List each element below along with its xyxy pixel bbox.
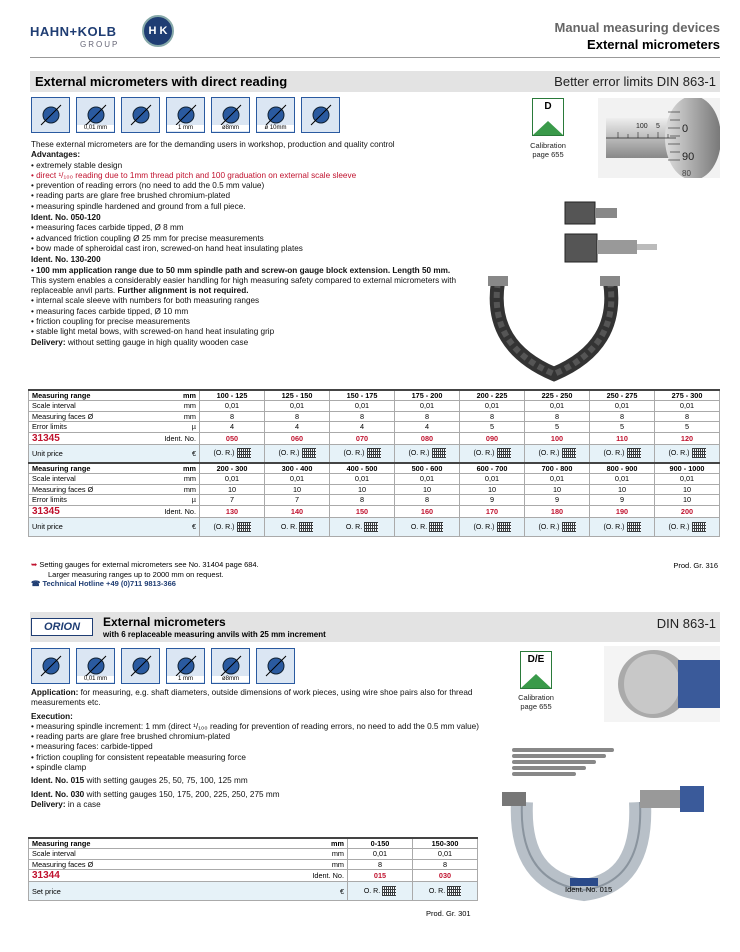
ident2-item: • stable light metal bows, with screwed-on hand heat insulating grip	[31, 327, 275, 337]
price-cell[interactable]: (O. R.)	[525, 444, 590, 463]
calibration-triangle-icon	[521, 674, 551, 688]
measuring-faces-row	[29, 484, 720, 495]
measuring-range-cell: 200 - 300	[200, 463, 265, 474]
measuring-object-icon-glyph	[38, 655, 64, 677]
price-code-icon	[447, 886, 461, 896]
scale-interval-cell: 0,01	[200, 474, 265, 485]
measuring-faces-cell: 8	[265, 411, 330, 422]
calibration-letter: D	[544, 101, 552, 112]
measuring-faces-cell: 10	[395, 484, 460, 495]
measuring-faces-label: Measuring faces Ø	[29, 484, 138, 495]
ident-no-label: 31345	[29, 505, 138, 517]
measuring-faces-cell: 10	[265, 484, 330, 495]
ident2-heading: Ident. No. 130-200	[31, 255, 101, 265]
spindle-8mm-icon	[211, 648, 250, 684]
reading-scale-icon	[76, 97, 115, 133]
measuring-faces-cell: 8	[348, 859, 413, 870]
scale-interval-cell: 0,01	[460, 474, 525, 485]
ident-no-cell: 190	[590, 505, 655, 517]
error-limits-cell: 5	[460, 422, 525, 433]
price-code-icon	[692, 522, 706, 532]
icon-caption: ø8mm	[212, 125, 249, 131]
scale-interval-cell: 0,01	[590, 474, 655, 485]
calibration-badge-d	[532, 98, 564, 136]
delivery-line: Delivery: in a case	[31, 799, 101, 809]
measuring-faces-cell: 10	[525, 484, 590, 495]
price-code-icon	[562, 448, 576, 458]
ident-no-cell: 130	[200, 505, 265, 517]
measuring-faces-unit: mm	[233, 859, 348, 870]
section1-spec-table	[28, 389, 720, 537]
ident-no-cell: 200	[655, 505, 720, 517]
section2-description	[31, 688, 479, 810]
measuring-range-unit: mm	[138, 390, 200, 401]
measuring-faces-cell: 8	[655, 411, 720, 422]
price-cell[interactable]: (O. R.)	[525, 517, 590, 536]
ident-no-cell: 030	[413, 870, 478, 882]
reading-scale-icon-glyph	[83, 104, 109, 126]
scale-closeup-image	[598, 98, 720, 178]
measuring-range-label: Measuring range	[29, 390, 138, 401]
price-cell[interactable]: O. R.	[330, 517, 395, 536]
icon-caption: 0,01 mm	[77, 125, 114, 131]
measuring-range-cell: 175 - 200	[395, 390, 460, 401]
price-code-icon	[562, 522, 576, 532]
scale-interval-unit: mm	[138, 474, 200, 485]
price-label: Set price	[29, 882, 233, 901]
advantages-heading: Advantages:	[31, 150, 81, 160]
ident1-item: • measuring faces carbide tipped, Ø 8 mm	[31, 223, 184, 233]
scale-readout-c: 0	[682, 123, 689, 135]
measuring-range-cell: 275 - 300	[655, 390, 720, 401]
thread-pitch-icon	[166, 97, 205, 133]
anvil-icon	[121, 648, 160, 684]
measuring-range-label: Measuring range	[29, 838, 233, 849]
measuring-range-cell: 400 - 500	[330, 463, 395, 474]
price-cell[interactable]: O. R.	[265, 517, 330, 536]
section2-prod-group: Prod. Gr. 301	[426, 909, 471, 918]
anvil-icon	[121, 97, 160, 133]
measuring-faces-label: Measuring faces Ø	[29, 859, 233, 870]
price-row	[29, 517, 720, 536]
execution-item: • friction coupling for consistent repeatable measuring force	[31, 752, 246, 762]
measuring-range-cell: 150 - 175	[330, 390, 395, 401]
friction-coupling-icon-glyph	[263, 655, 289, 677]
ident-no-cell: 170	[460, 505, 525, 517]
ident-no-cell: 120	[655, 432, 720, 444]
measuring-range-cell: 500 - 600	[395, 463, 460, 474]
price-code-icon	[299, 522, 313, 532]
scale-interval-cell: 0,01	[395, 474, 460, 485]
delivery-line: Delivery: without setting gauge in high quality wooden case	[31, 337, 249, 347]
measuring-range-cell: 225 - 250	[525, 390, 590, 401]
header-category: Manual measuring devices	[554, 20, 720, 35]
ident-no-unit: Ident. No.	[138, 505, 200, 517]
ident2-item: • friction coupling for precise measurements	[31, 317, 190, 327]
ident-no-cell: 110	[590, 432, 655, 444]
scale-interval-cell: 0,01	[330, 401, 395, 412]
error-limits-label: Error limits	[29, 495, 138, 506]
price-unit: €	[233, 882, 348, 901]
scale-interval-row	[29, 474, 720, 485]
orion-brand-logo: ORION	[31, 618, 93, 636]
scale-readout-e: 80	[682, 169, 691, 178]
section1-title-bar	[30, 71, 720, 92]
measuring-faces-row	[29, 411, 720, 422]
section2-norm: DIN 863-1	[656, 616, 716, 631]
measuring-faces-cell: 8	[525, 411, 590, 422]
measuring-faces-cell: 8	[395, 411, 460, 422]
anvil-icon-glyph	[128, 655, 154, 677]
scale-interval-label: Scale interval	[29, 849, 233, 860]
error-limits-cell: 10	[655, 495, 720, 506]
measuring-faces-cell: 10	[330, 484, 395, 495]
measuring-faces-cell: 10	[200, 484, 265, 495]
orion-micrometer-image	[494, 742, 714, 902]
execution-item: • measuring spindle increment: 1 mm (direct ¹/₁₀₀ reading for prevention of reading errors, no need to add the 0.5 mm value)	[31, 721, 479, 731]
price-code-icon	[429, 522, 443, 532]
spindle-8mm-icon	[211, 97, 250, 133]
ident1-item: • advanced friction coupling Ø 25 mm for precise measurements	[31, 233, 264, 243]
measuring-range-row	[29, 838, 478, 849]
friction-coupling-icon-glyph	[308, 104, 334, 126]
price-cell[interactable]: (O. R.)	[395, 444, 460, 463]
price-cell[interactable]: (O. R.)	[590, 517, 655, 536]
ident-no-label: 31345	[29, 432, 138, 444]
price-cell[interactable]: (O. R.)	[330, 444, 395, 463]
spindle-extension-image	[555, 196, 665, 266]
error-limits-cell: 7	[200, 495, 265, 506]
section2-spec-table	[28, 837, 478, 901]
ident-no-row	[29, 870, 478, 882]
advantage-item: • prevention of reading errors (no need to add the 0.5 mm value)	[31, 181, 265, 191]
price-code-icon	[627, 448, 641, 458]
measuring-range-cell: 600 - 700	[460, 463, 525, 474]
calibration-caption	[520, 141, 576, 159]
application-text: Application: for measuring, e.g. shaft diameters, outside dimensions of work pieces, using wire shoe pairs also for thread measurements etc.	[31, 688, 473, 708]
spindle-10mm-icon	[256, 97, 295, 133]
price-cell[interactable]: (O. R.)	[590, 444, 655, 463]
price-label: Unit price	[29, 444, 138, 463]
price-cell[interactable]: O. R.	[413, 882, 478, 901]
scale-interval-cell: 0,01	[348, 849, 413, 860]
icon-caption: 1 mm	[167, 125, 204, 131]
scale-interval-cell: 0,01	[525, 474, 590, 485]
reading-scale-icon-glyph	[83, 655, 109, 677]
advantage-item: • measuring spindle hardened and ground from a full piece.	[31, 201, 246, 211]
error-limits-row	[29, 422, 720, 433]
measuring-range-cell: 150-300	[413, 838, 478, 849]
measuring-faces-cell: 8	[460, 411, 525, 422]
ident-no-cell: 180	[525, 505, 590, 517]
error-limits-unit: µ	[138, 422, 200, 433]
scale-interval-row	[29, 849, 478, 860]
header-subcategory: External micrometers	[587, 37, 720, 52]
price-cell[interactable]: (O. R.)	[655, 444, 720, 463]
orion-image-caption: Ident. No. 015	[565, 885, 613, 894]
brand-logo-text: HAHN+KOLB	[30, 24, 117, 39]
scale-interval-label: Scale interval	[29, 474, 138, 485]
measuring-range-cell: 125 - 150	[265, 390, 330, 401]
advantage-item: • reading parts are glare free brushed chromium-plated	[31, 191, 231, 201]
brand-badge-icon: H K	[142, 15, 174, 47]
price-label: Unit price	[29, 517, 138, 536]
ident-no-cell: 090	[460, 432, 525, 444]
ident-no-row	[29, 505, 720, 517]
ident2-item: • internal scale sleeve with numbers for both measuring ranges	[31, 296, 260, 306]
price-code-icon	[237, 448, 251, 458]
execution-item: • spindle clamp	[31, 763, 87, 773]
technical-hotline: ☎ Technical Hotline +49 (0)711 9813-366	[31, 579, 176, 588]
setting-gauges-note: ➥ Setting gauges for external micrometers see No. 31404 page 684.	[31, 560, 259, 569]
scale-interval-cell: 0,01	[265, 474, 330, 485]
measuring-faces-cell: 8	[330, 411, 395, 422]
ident-no-unit: Ident. No.	[233, 870, 348, 882]
error-limits-cell: 8	[395, 495, 460, 506]
ident-no-cell: 140	[265, 505, 330, 517]
error-limits-cell: 8	[330, 495, 395, 506]
icon-caption: 0,01 mm	[77, 676, 114, 682]
measuring-faces-label: Measuring faces Ø	[29, 411, 138, 422]
section2-icon-row	[31, 648, 295, 684]
anvil-icon-glyph	[128, 104, 154, 126]
price-code-icon	[382, 886, 396, 896]
execution-heading: Execution:	[31, 711, 73, 721]
friction-coupling-icon	[256, 648, 295, 684]
error-limits-cell: 9	[590, 495, 655, 506]
section1-notes	[31, 560, 259, 589]
thimble-closeup-image	[604, 646, 720, 722]
header-divider	[30, 57, 720, 58]
scale-interval-cell: 0,01	[460, 401, 525, 412]
scale-interval-cell: 0,01	[413, 849, 478, 860]
error-limits-cell: 9	[460, 495, 525, 506]
advantage-item: • extremely stable design	[31, 160, 123, 170]
price-cell[interactable]: (O. R.)	[265, 444, 330, 463]
measuring-range-cell: 800 - 900	[590, 463, 655, 474]
thread-pitch-icon	[166, 648, 205, 684]
calibration-letter: D/E	[527, 654, 545, 665]
calibration-caption-line1: Calibration	[530, 141, 566, 150]
execution-item: • reading parts are glare free brushed chromium-plated	[31, 732, 231, 742]
spindle-10mm-icon-glyph	[263, 104, 289, 126]
error-limits-row	[29, 495, 720, 506]
calibration-caption	[508, 693, 564, 711]
section2-title: External micrometers	[103, 615, 226, 629]
section1-title: External micrometers with direct reading	[35, 74, 288, 89]
measuring-faces-unit: mm	[138, 484, 200, 495]
price-code-icon	[367, 448, 381, 458]
scale-readout-d: 90	[682, 151, 695, 163]
measuring-range-cell: 250 - 275	[590, 390, 655, 401]
spindle-8mm-icon-glyph	[218, 655, 244, 677]
price-cell[interactable]: (O. R.)	[655, 517, 720, 536]
ident-no-cell: 080	[395, 432, 460, 444]
measuring-range-cell: 900 - 1000	[655, 463, 720, 474]
thread-pitch-icon-glyph	[173, 655, 199, 677]
measuring-faces-unit: mm	[138, 411, 200, 422]
ident-no-label: 31344	[29, 870, 233, 882]
section1-norm: Better error limits DIN 863-1	[554, 74, 716, 89]
price-unit: €	[138, 517, 200, 536]
measuring-range-cell: 0-150	[348, 838, 413, 849]
measuring-range-row	[29, 463, 720, 474]
measuring-range-cell: 700 - 800	[525, 463, 590, 474]
scale-interval-cell: 0,01	[330, 474, 395, 485]
measuring-range-row	[29, 390, 720, 401]
scale-readout-b: 5	[656, 123, 660, 130]
measuring-range-unit: mm	[138, 463, 200, 474]
measuring-faces-cell: 10	[590, 484, 655, 495]
ident-no-cell: 060	[265, 432, 330, 444]
measuring-faces-cell: 10	[655, 484, 720, 495]
error-limits-cell: 9	[525, 495, 590, 506]
error-limits-cell: 4	[330, 422, 395, 433]
ident-no-cell: 160	[395, 505, 460, 517]
price-code-icon	[302, 448, 316, 458]
calibration-caption-line2: page 655	[532, 150, 564, 159]
measuring-range-label: Measuring range	[29, 463, 138, 474]
ident-no-unit: Ident. No.	[138, 432, 200, 444]
ident1-item: • bow made of spheroidal cast iron, screwed-on hand heat insulating plates	[31, 243, 303, 253]
price-cell[interactable]: (O. R.)	[460, 444, 525, 463]
scale-readout-a: 100	[636, 123, 648, 130]
price-cell[interactable]: (O. R.)	[460, 517, 525, 536]
ident-no-cell: 150	[330, 505, 395, 517]
price-code-icon	[497, 448, 511, 458]
reading-scale-icon	[76, 648, 115, 684]
measuring-range-cell: 200 - 225	[460, 390, 525, 401]
error-limits-cell: 4	[200, 422, 265, 433]
scale-interval-label: Scale interval	[29, 401, 138, 412]
spindle-8mm-icon-glyph	[218, 104, 244, 126]
scale-interval-row	[29, 401, 720, 412]
ident-no-cell: 015	[348, 870, 413, 882]
price-code-icon	[497, 522, 511, 532]
measuring-faces-cell: 8	[413, 859, 478, 870]
price-cell[interactable]: (O. R.)	[200, 444, 265, 463]
price-row	[29, 882, 478, 901]
thread-pitch-icon-glyph	[173, 104, 199, 126]
measuring-faces-cell: 10	[460, 484, 525, 495]
scale-interval-cell: 0,01	[525, 401, 590, 412]
measuring-faces-cell: 8	[200, 411, 265, 422]
ident-no-cell: 100	[525, 432, 590, 444]
measuring-faces-cell: 8	[590, 411, 655, 422]
calibration-triangle-icon	[533, 121, 563, 135]
price-code-icon	[364, 522, 378, 532]
error-limits-cell: 4	[395, 422, 460, 433]
ident-no-row	[29, 432, 720, 444]
measuring-object-icon	[31, 648, 70, 684]
measuring-range-unit: mm	[233, 838, 348, 849]
execution-item: • measuring faces: carbide-tipped	[31, 742, 153, 752]
price-unit: €	[138, 444, 200, 463]
section2-subtitle: with 6 replaceable measuring anvils with 25 mm increment	[103, 630, 326, 639]
scale-interval-cell: 0,01	[590, 401, 655, 412]
scale-interval-cell: 0,01	[265, 401, 330, 412]
section1-icon-row	[31, 97, 340, 133]
error-limits-cell: 5	[655, 422, 720, 433]
measuring-faces-row	[29, 859, 478, 870]
scale-interval-unit: mm	[233, 849, 348, 860]
error-limits-cell: 5	[590, 422, 655, 433]
larger-ranges-note: Larger measuring ranges up to 2000 mm on request.	[48, 569, 224, 579]
error-limits-cell: 7	[265, 495, 330, 506]
scale-interval-cell: 0,01	[200, 401, 265, 412]
measuring-range-cell: 100 - 125	[200, 390, 265, 401]
measuring-object-icon	[31, 97, 70, 133]
price-code-icon	[692, 448, 706, 458]
advantage-item: • direct ¹/₁₀₀ reading due to 1mm thread pitch and 100 graduation on external scale sleeve	[31, 170, 357, 180]
icon-caption: 1 mm	[167, 676, 204, 682]
calibration-caption-line1: Calibration	[518, 693, 554, 702]
section1-prod-group: Prod. Gr. 316	[673, 561, 718, 570]
icon-caption: ø 10mm	[257, 125, 294, 131]
error-limits-cell: 5	[525, 422, 590, 433]
measuring-object-icon-glyph	[38, 104, 64, 126]
icon-caption: ø8mm	[212, 676, 249, 682]
scale-interval-unit: mm	[138, 401, 200, 412]
ident030-line: Ident. No. 030 with setting gauges 150, 175, 200, 225, 250, 275 mm	[31, 789, 280, 799]
error-limits-unit: µ	[138, 495, 200, 506]
calibration-badge-de	[520, 651, 552, 689]
scale-interval-cell: 0,01	[655, 474, 720, 485]
ident-no-cell: 050	[200, 432, 265, 444]
brand-logo-group: GROUP	[80, 40, 120, 49]
price-cell[interactable]: O. R.	[395, 517, 460, 536]
section1-description	[31, 140, 501, 348]
error-limits-label: Error limits	[29, 422, 138, 433]
measuring-range-cell: 300 - 400	[265, 463, 330, 474]
ident1-heading: Ident. No. 050-120	[31, 213, 101, 223]
price-row	[29, 444, 720, 463]
friction-coupling-icon	[301, 97, 340, 133]
scale-interval-cell: 0,01	[395, 401, 460, 412]
ident2-item-first: • 100 mm application range due to 50 mm spindle path and screw-on gauge block extension. Length 50 mm. This system enables a considerably easier handling for high measuring safety compared to external micrometers with replaceable anvil parts. Further alignment is not required.	[31, 265, 457, 296]
scale-interval-cell: 0,01	[655, 401, 720, 412]
calibration-caption-line2: page 655	[520, 702, 552, 711]
error-limits-cell: 4	[265, 422, 330, 433]
price-code-icon	[237, 522, 251, 532]
ident015-line: Ident. No. 015 with setting gauges 25, 50, 75, 100, 125 mm	[31, 776, 248, 786]
intro-text: These external micrometers are for the demanding users in workshop, production and quality control	[31, 140, 395, 149]
price-code-icon	[432, 448, 446, 458]
price-cell[interactable]: (O. R.)	[200, 517, 265, 536]
ident2-item: • measuring faces carbide tipped, Ø 10 mm	[31, 306, 189, 316]
ident-no-cell: 070	[330, 432, 395, 444]
price-cell[interactable]: O. R.	[348, 882, 413, 901]
price-code-icon	[627, 522, 641, 532]
